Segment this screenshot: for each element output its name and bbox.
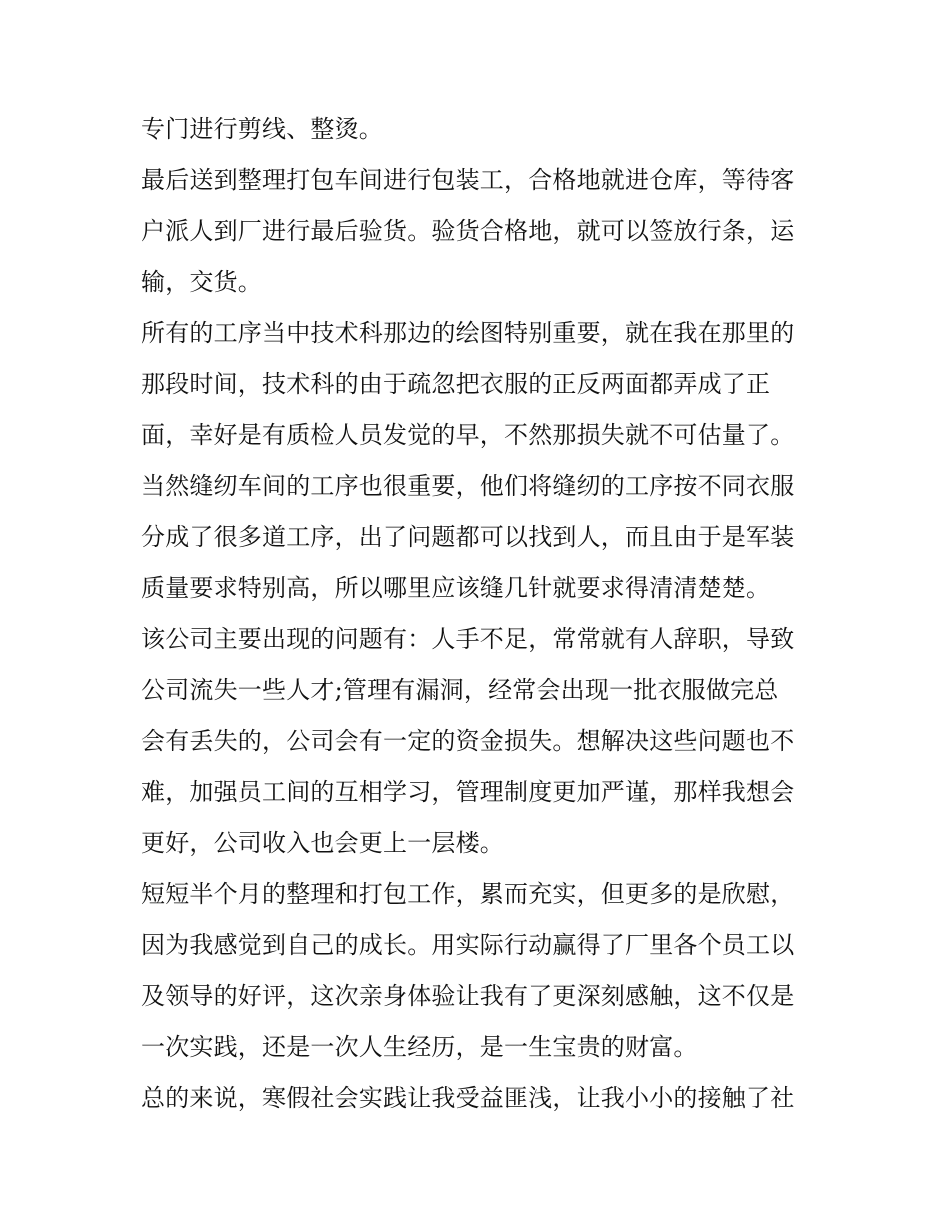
text-line: 会有丢失的，公司会有一定的资金损失。想解决这些问题也不 <box>141 727 795 755</box>
text-line: 所有的工序当中技术科那边的绘图特别重要，就在我在那里的 <box>141 319 795 347</box>
text-line: 一次实践，还是一次人生经历，是一生宝贵的财富。 <box>141 1033 698 1061</box>
text-line: 总的来说，寒假社会实践让我受益匪浅，让我小小的接触了社 <box>141 1084 795 1112</box>
text-line: 因为我感觉到自己的成长。用实际行动赢得了厂里各个员工以 <box>141 931 795 959</box>
text-line: 专门进行剪线、整烫。 <box>141 115 383 143</box>
text-line: 该公司主要出现的问题有：人手不足，常常就有人辞职，导致 <box>141 625 795 653</box>
text-line: 当然缝纫车间的工序也很重要，他们将缝纫的工序按不同衣服 <box>141 472 795 500</box>
text-line: 输，交货。 <box>141 268 262 296</box>
text-line: 短短半个月的整理和打包工作，累而充实，但更多的是欣慰， <box>141 880 795 908</box>
text-line: 那段时间，技术科的由于疏忽把衣服的正反两面都弄成了正 <box>141 370 771 398</box>
text-line: 户派人到厂进行最后验货。验货合格地，就可以签放行条，运 <box>141 217 795 245</box>
text-line: 面，幸好是有质检人员发觉的早，不然那损失就不可估量了。 <box>141 421 795 449</box>
text-line: 质量要求特别高，所以哪里应该缝几针就要求得清清楚楚。 <box>141 574 771 602</box>
text-line: 最后送到整理打包车间进行包装工，合格地就进仓库，等待客 <box>141 166 795 194</box>
text-line: 及领导的好评，这次亲身体验让我有了更深刻感触，这不仅是 <box>141 982 795 1010</box>
text-line: 更好，公司收入也会更上一层楼。 <box>141 829 504 857</box>
text-line: 分成了很多道工序，出了问题都可以找到人，而且由于是军装 <box>141 523 795 551</box>
text-line: 难，加强员工间的互相学习，管理制度更加严谨，那样我想会 <box>141 778 795 806</box>
document-body <box>141 104 821 1124</box>
text-line: 公司流失一些人才;管理有漏洞，经常会出现一批衣服做完总 <box>141 676 779 704</box>
